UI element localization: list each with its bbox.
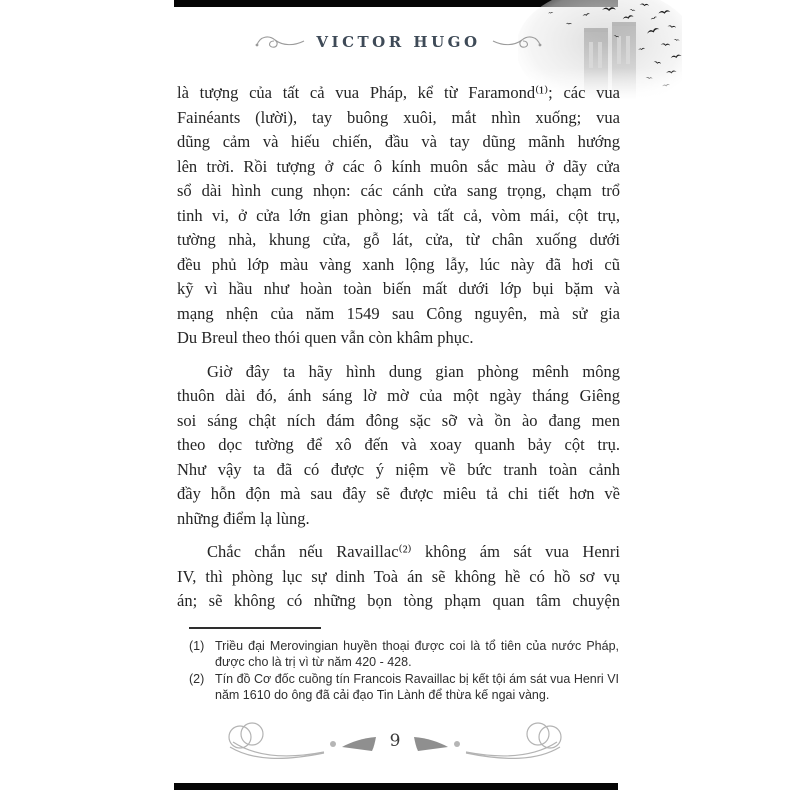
footer-triangle-left-icon: [341, 734, 377, 753]
body-line: Giờ đây ta hãy hình dung gian phòng mênh mông: [207, 361, 620, 381]
running-head-title: VICTOR HUGO: [316, 33, 481, 51]
footnote-separator: [189, 627, 321, 629]
body-line: thuôn dài đó, ánh sáng lờ mờ của một ngày tháng Giêng: [177, 386, 620, 405]
body-line: tinh vi, ở cửa lớn gian phòng; và tất cả, vòm mái, cột trụ,: [177, 205, 620, 225]
footnote: [189, 671, 619, 704]
footnote-marker: (1): [189, 638, 205, 653]
footer-triangle-right-icon: [413, 734, 449, 753]
footer-ornament: [0, 716, 790, 766]
body-line: Du Breul theo thói quen vẫn còn khâm phục.: [177, 328, 474, 347]
footnote-text: Triều đại Merovingian huyền thoại được coi là tổ tiên của nước Pháp, được cho là trị vì từ năm 420 - 428.: [215, 638, 619, 669]
body-line: sổ dài hình cung nhọn: các cánh cửa sang trọng, chạm trổ: [177, 181, 620, 200]
paragraph: [177, 81, 620, 351]
body-line: Fainéants (lười), tay buông xuôi, mắt nhìn xuống; vua: [177, 107, 620, 127]
footer-dot-left: [330, 741, 336, 747]
body-line: kỹ vì hầu như hoàn toàn biến mất dưới lớp bụi bặm và: [177, 279, 620, 298]
header-flourish-right-icon: [491, 32, 543, 52]
footnotes: [189, 638, 619, 704]
footnote-text: Tín đồ Cơ đốc cuồng tín Francois Ravaillac bị kết tội ám sát vua Henri VI năm 1610 do ông đã cải đạo Tin Lành để thừa kế ngai vàng.: [215, 671, 619, 702]
footnote: [189, 638, 619, 671]
paragraph: [177, 360, 620, 532]
body-text: [177, 81, 620, 704]
footer-flourish-left-icon: [221, 716, 325, 766]
body-line: đều phủ lớp màu vàng xanh lộng lẫy, lúc này đã hơi cũ: [177, 254, 620, 274]
body-line: theo dọc tường để xô đến và xoay quanh bảy cột trụ.: [177, 435, 620, 454]
body-line: lên trời. Rồi tượng ở các ô kính muôn sắc màu ở dãy cửa: [177, 156, 620, 176]
body-line: Chắc chắn nếu Ravaillac⁽²⁾ không ám sát vua Henri: [207, 542, 620, 561]
body-line: mạng nhện của năm 1549 sau Công nguyên, mà sử gia: [177, 303, 620, 323]
scan-edge-bottom-bar: [174, 783, 618, 790]
paragraph: [177, 540, 620, 614]
body-line: soi sáng chật ních đám đông sặc sỡ và ồn ào đang men: [177, 410, 620, 430]
paragraphs: [177, 81, 620, 614]
page-number: 9: [389, 731, 401, 751]
body-line: án; sẽ không có những bọn tòng phạm quan tâm chuyện: [177, 591, 620, 610]
body-line: tường nhà, khung cửa, gỗ lát, cửa, từ chân xuống dưới: [177, 230, 620, 249]
footnote-marker: (2): [189, 671, 205, 686]
body-line: đầy hỗn độn mà sau đây sẽ được miêu tả chi tiết hơn về: [177, 484, 620, 503]
footer-flourish-right-icon: [465, 716, 569, 766]
running-header: [177, 32, 620, 52]
header-flourish-left-icon: [254, 32, 306, 52]
body-line: dũng cảm và hiếu chiến, đầu và tay dũng mãnh hướng: [177, 132, 620, 151]
body-line: Như vậy ta đã có được ý niệm về bức tranh toàn cảnh: [177, 459, 620, 479]
body-line: IV, thì phòng lục sự dinh Toà án sẽ không hề có hồ sơ vụ: [177, 566, 620, 586]
body-line: là tượng của tất cả vua Pháp, kể từ Faramond⁽¹⁾; các vua: [177, 83, 620, 102]
footer-dot-right: [454, 741, 460, 747]
body-line: những điểm lạ lùng.: [177, 508, 310, 528]
